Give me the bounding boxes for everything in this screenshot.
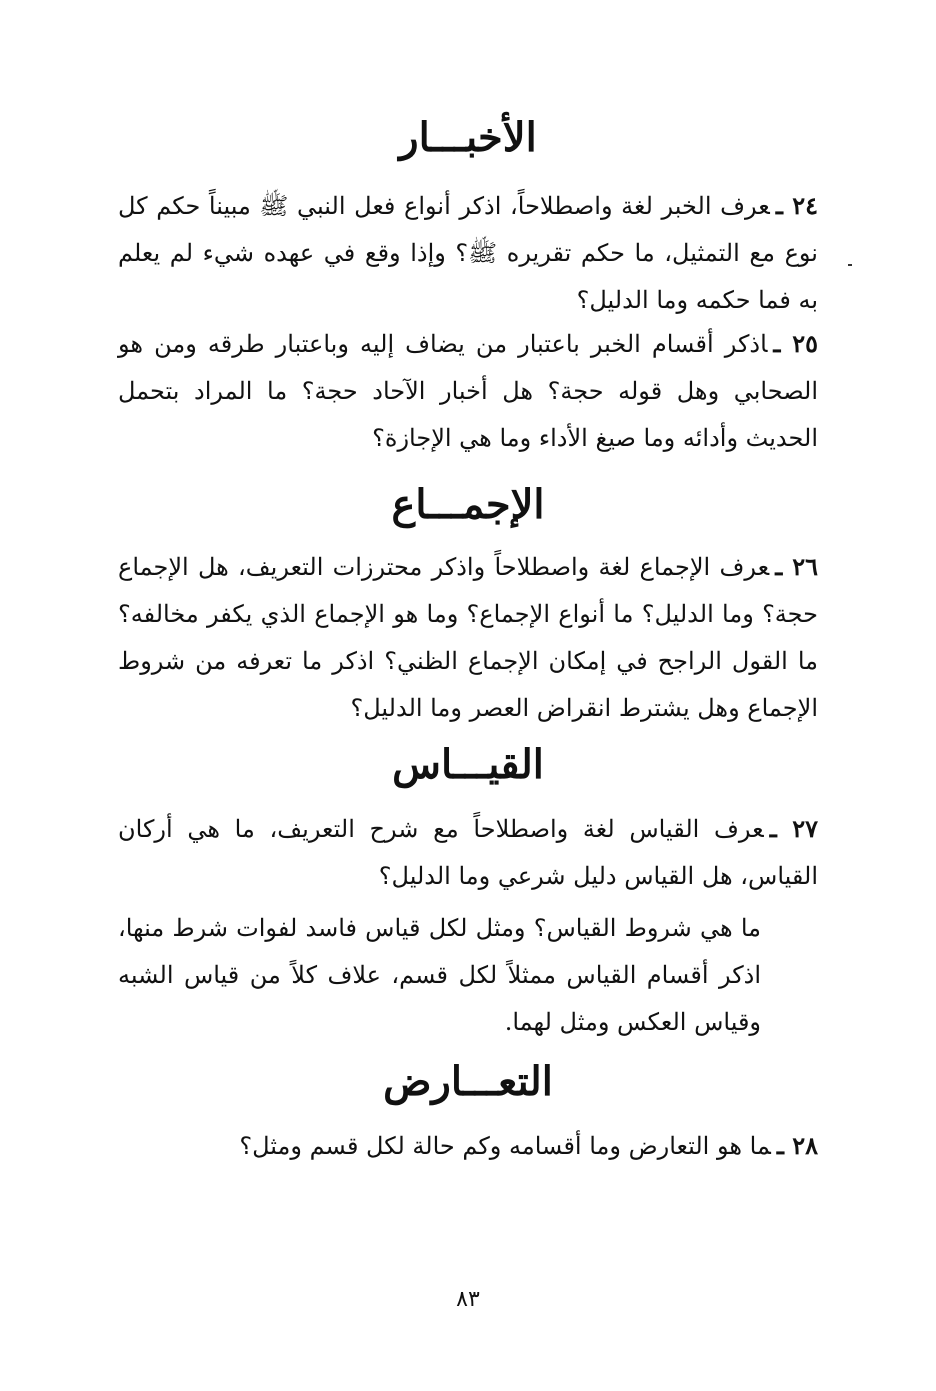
- page-number: ٨٣: [456, 1287, 480, 1312]
- question-number: ٢٨ ـ: [776, 1131, 818, 1160]
- question-26: [118, 543, 818, 732]
- question-25: [118, 320, 818, 462]
- section-heading-akhbar: الأخبـــار: [399, 114, 537, 161]
- question-number: ٢٦ ـ: [775, 552, 819, 581]
- question-text: اذكر أقسام الخبر باعتبار من يضاف إليه وباعتبار طرقه ومن هو الصحابي وهل قوله حجة؟ هل أخبار الآحاد حجة؟ ما المراد بتحمل الحديث وأدائه وما صيغ الأداء وما هي الإجازة؟: [118, 330, 818, 452]
- question-28: [118, 1122, 818, 1170]
- question-text: عرف الخبر لغة واصطلاحاً، اذكر أنواع فعل النبي ﷺ مبيناً حكم كل نوع مع التمثيل، ما حكم تقريره ﷺ؟ وإذا وقع في عهده شيء لم يعلم به فما حكمه وما الدليل؟: [118, 192, 818, 314]
- question-number: ٢٤ ـ: [775, 191, 819, 220]
- question-number: ٢٧ ـ: [769, 814, 818, 843]
- section-heading-ijma: الإجمـــاع: [391, 481, 545, 528]
- section-heading-taarud: التعـــارض: [383, 1058, 553, 1105]
- section-heading-qiyas: القيـــاس: [392, 741, 544, 788]
- question-text: عرف القياس لغة واصطلاحاً مع شرح التعريف، ما هي أركان القياس، هل القياس دليل شرعي وما الدليل؟: [118, 815, 818, 890]
- question-27: [118, 805, 818, 900]
- question-number: ٢٥ ـ: [773, 329, 818, 358]
- question-text: ما هو التعارض وما أقسامه وكم حالة لكل قسم ومثل؟: [239, 1132, 771, 1160]
- question-27-continuation: ما هي شروط القياس؟ ومثل لكل قياس فاسد لفوات شرط منها، اذكر أقسام القياس ممثلاً لكل قسم، علاف كلاً من قياس الشبه وقياس العكس ومثل لهما.: [118, 914, 761, 1036]
- question-24: [118, 182, 818, 324]
- question-text: عرف الإجماع لغة واصطلاحاً واذكر محترزات التعريف، هل الإجماع حجة؟ وما الدليل؟ ما أنواع الإجماع؟ وما هو الإجماع الذي يكفر مخالفه؟ ما القول الراجح في إمكان الإجماع الظني؟ اذكر ما تعرفه من شروط الإجماع وهل يشترط انقراض العصر وما الدليل؟: [118, 553, 819, 722]
- margin-mark: [848, 264, 852, 266]
